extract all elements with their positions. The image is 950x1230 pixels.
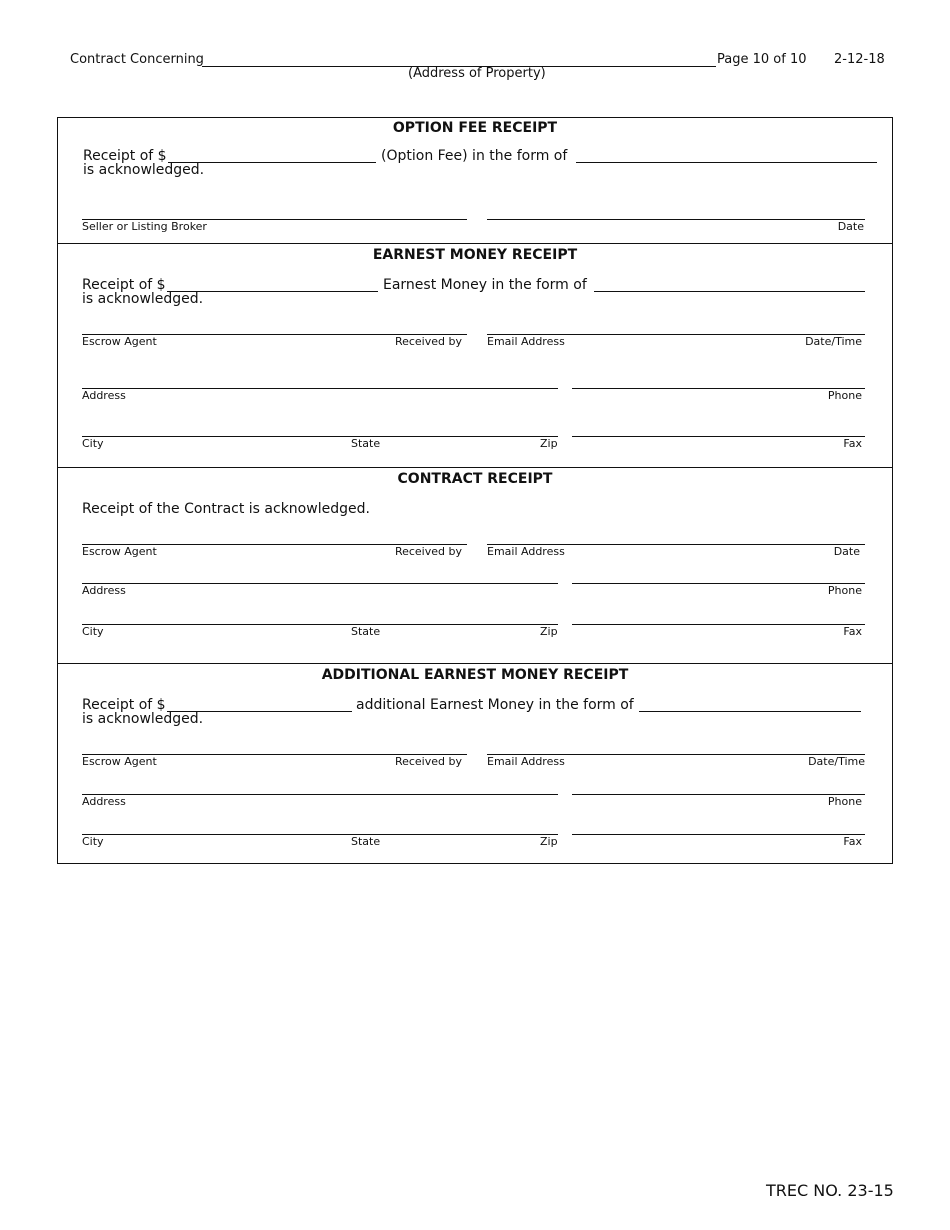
trec-form-number: TREC NO. 23-15	[766, 1181, 894, 1200]
earnest-zip-label: Zip	[540, 437, 558, 450]
earnest-address-label: Address	[82, 389, 126, 402]
form-date: 2-12-18	[834, 52, 885, 67]
option-fee-form-label: (Option Fee) in the form of	[381, 148, 568, 164]
earnest-city-label: City	[82, 437, 104, 450]
additional-receipt-of-label: Receipt of $	[82, 697, 166, 713]
section-divider	[57, 467, 893, 468]
earnest-receipt-of-label: Receipt of $	[82, 277, 166, 293]
additional-zip-label: Zip	[540, 835, 558, 848]
contract-email-label: Email Address	[487, 545, 565, 558]
page-number: Page 10 of 10	[717, 52, 807, 67]
additional-datetime-label: Date/Time	[808, 755, 865, 768]
additional-phone-label: Phone	[827, 795, 862, 808]
earnest-acknowledged: is acknowledged.	[82, 291, 204, 307]
additional-address-label: Address	[82, 795, 126, 808]
earnest-state-label: State	[351, 437, 381, 450]
earnest-fax-label: Fax	[843, 437, 862, 450]
earnest-money-receipt-title: EARNEST MONEY RECEIPT	[372, 247, 578, 263]
additional-state-label: State	[351, 835, 381, 848]
option-fee-receipt-title: OPTION FEE RECEIPT	[392, 120, 558, 136]
address-of-property-label: (Address of Property)	[408, 66, 546, 81]
option-fee-receipt-of-label: Receipt of $	[83, 148, 167, 164]
option-fee-date-label: Date	[837, 220, 864, 233]
earnest-form-label: Earnest Money in the form of	[383, 277, 587, 293]
contract-address-line[interactable]	[82, 583, 558, 584]
section-divider	[57, 663, 893, 664]
option-fee-form-field[interactable]	[576, 162, 877, 163]
additional-acknowledged: is acknowledged.	[82, 711, 204, 727]
contract-concerning-label: Contract Concerning	[70, 52, 204, 67]
contract-escrow-agent-label: Escrow Agent	[82, 545, 157, 558]
additional-form-field[interactable]	[639, 711, 861, 712]
contract-city-label: City	[82, 625, 104, 638]
additional-email-label: Email Address	[487, 755, 565, 768]
section-divider	[57, 243, 893, 244]
contract-received-by-label: Received by	[394, 545, 462, 558]
additional-fax-label: Fax	[843, 835, 862, 848]
earnest-form-field[interactable]	[594, 291, 865, 292]
earnest-datetime-label: Date/Time	[805, 335, 862, 348]
additional-received-by-label: Received by	[394, 755, 462, 768]
additional-form-label: additional Earnest Money in the form of	[356, 697, 634, 713]
contract-address-label: Address	[82, 584, 126, 597]
earnest-email-label: Email Address	[487, 335, 565, 348]
additional-earnest-money-receipt-title: ADDITIONAL EARNEST MONEY RECEIPT	[321, 667, 629, 683]
seller-listing-broker-label: Seller or Listing Broker	[82, 220, 207, 233]
option-fee-acknowledged: is acknowledged.	[83, 162, 205, 178]
contract-state-label: State	[351, 625, 381, 638]
additional-city-state-zip-line[interactable]	[82, 834, 558, 835]
earnest-escrow-agent-label: Escrow Agent	[82, 335, 157, 348]
contract-city-state-zip-line[interactable]	[82, 624, 558, 625]
option-fee-date-line[interactable]	[487, 219, 865, 220]
additional-city-label: City	[82, 835, 104, 848]
contract-receipt-text: Receipt of the Contract is acknowledged.	[82, 501, 370, 517]
contract-zip-label: Zip	[540, 625, 558, 638]
earnest-city-state-zip-line[interactable]	[82, 436, 558, 437]
contract-date-label: Date	[833, 545, 860, 558]
contract-fax-label: Fax	[843, 625, 862, 638]
earnest-address-line[interactable]	[82, 388, 558, 389]
contract-phone-label: Phone	[827, 584, 862, 597]
earnest-phone-label: Phone	[827, 389, 862, 402]
contract-receipt-title: CONTRACT RECEIPT	[397, 471, 553, 487]
earnest-received-by-label: Received by	[394, 335, 462, 348]
additional-escrow-agent-label: Escrow Agent	[82, 755, 157, 768]
additional-address-line[interactable]	[82, 794, 558, 795]
